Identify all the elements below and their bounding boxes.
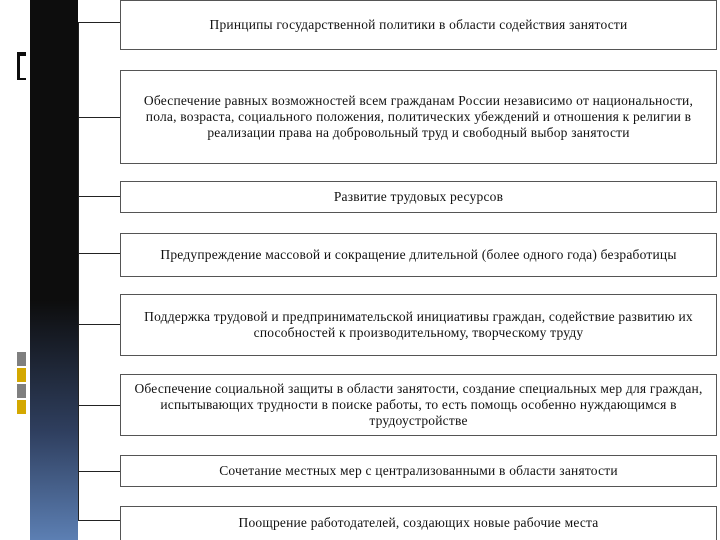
principle-box-social-protection: [120, 374, 717, 436]
connector-branch: [78, 520, 120, 521]
decor-square-gold: [17, 400, 26, 414]
connector-branch: [78, 405, 120, 406]
principle-text: Обеспечение социальной защиты в области занятости, создание специальных мер для граждан, испытывающих трудности в поиске работы, то есть помощь особенно нуждающимся в трудоустройстве: [134, 381, 703, 428]
connector-branch: [78, 22, 120, 23]
decor-square-white: [20, 56, 27, 78]
principle-box-labor-resources: [120, 181, 717, 213]
connector-trunk: [78, 22, 79, 520]
diagram-title-box: [120, 0, 717, 50]
principle-text: Предупреждение массовой и сокращение длительной (более одного года) безработицы: [160, 247, 677, 262]
principle-text: Сочетание местных мер с централизованными в области занятости: [219, 463, 618, 478]
principle-text: Поддержка трудовой и предпринимательской инициативы граждан, содействие развитию их способностей к производительному, творческому труду: [144, 309, 693, 340]
diagram-title: Принципы государственной политики в области содействия занятости: [209, 17, 628, 32]
left-strip: [0, 0, 30, 540]
principle-box-employer-encouragement: [120, 506, 717, 540]
principle-box-unemployment-prevention: [120, 233, 717, 277]
sidebar-gradient: [30, 300, 78, 540]
principle-box-initiative-support: [120, 294, 717, 356]
principle-text: Поощрение работодателей, создающих новые рабочие места: [238, 515, 599, 530]
connector-branch: [78, 253, 120, 254]
connector-branch: [78, 324, 120, 325]
connector-branch: [78, 196, 120, 197]
principle-text: Обеспечение равных возможностей всем гражданам России независимо от национальности, пола, возраста, социального положения, политических убеждений и отношения к религии в реализации права на добровольный труд и свободный выбор занятости: [143, 93, 694, 140]
principle-text: Развитие трудовых ресурсов: [333, 189, 504, 204]
connector-branch: [78, 117, 120, 118]
decor-square-gray: [17, 352, 26, 366]
decor-square-gold: [17, 368, 26, 382]
decor-square-gray: [17, 384, 26, 398]
connector-branch: [78, 471, 120, 472]
principle-box-equal-opportunities: [120, 70, 717, 164]
principle-box-local-centralized: [120, 455, 717, 487]
